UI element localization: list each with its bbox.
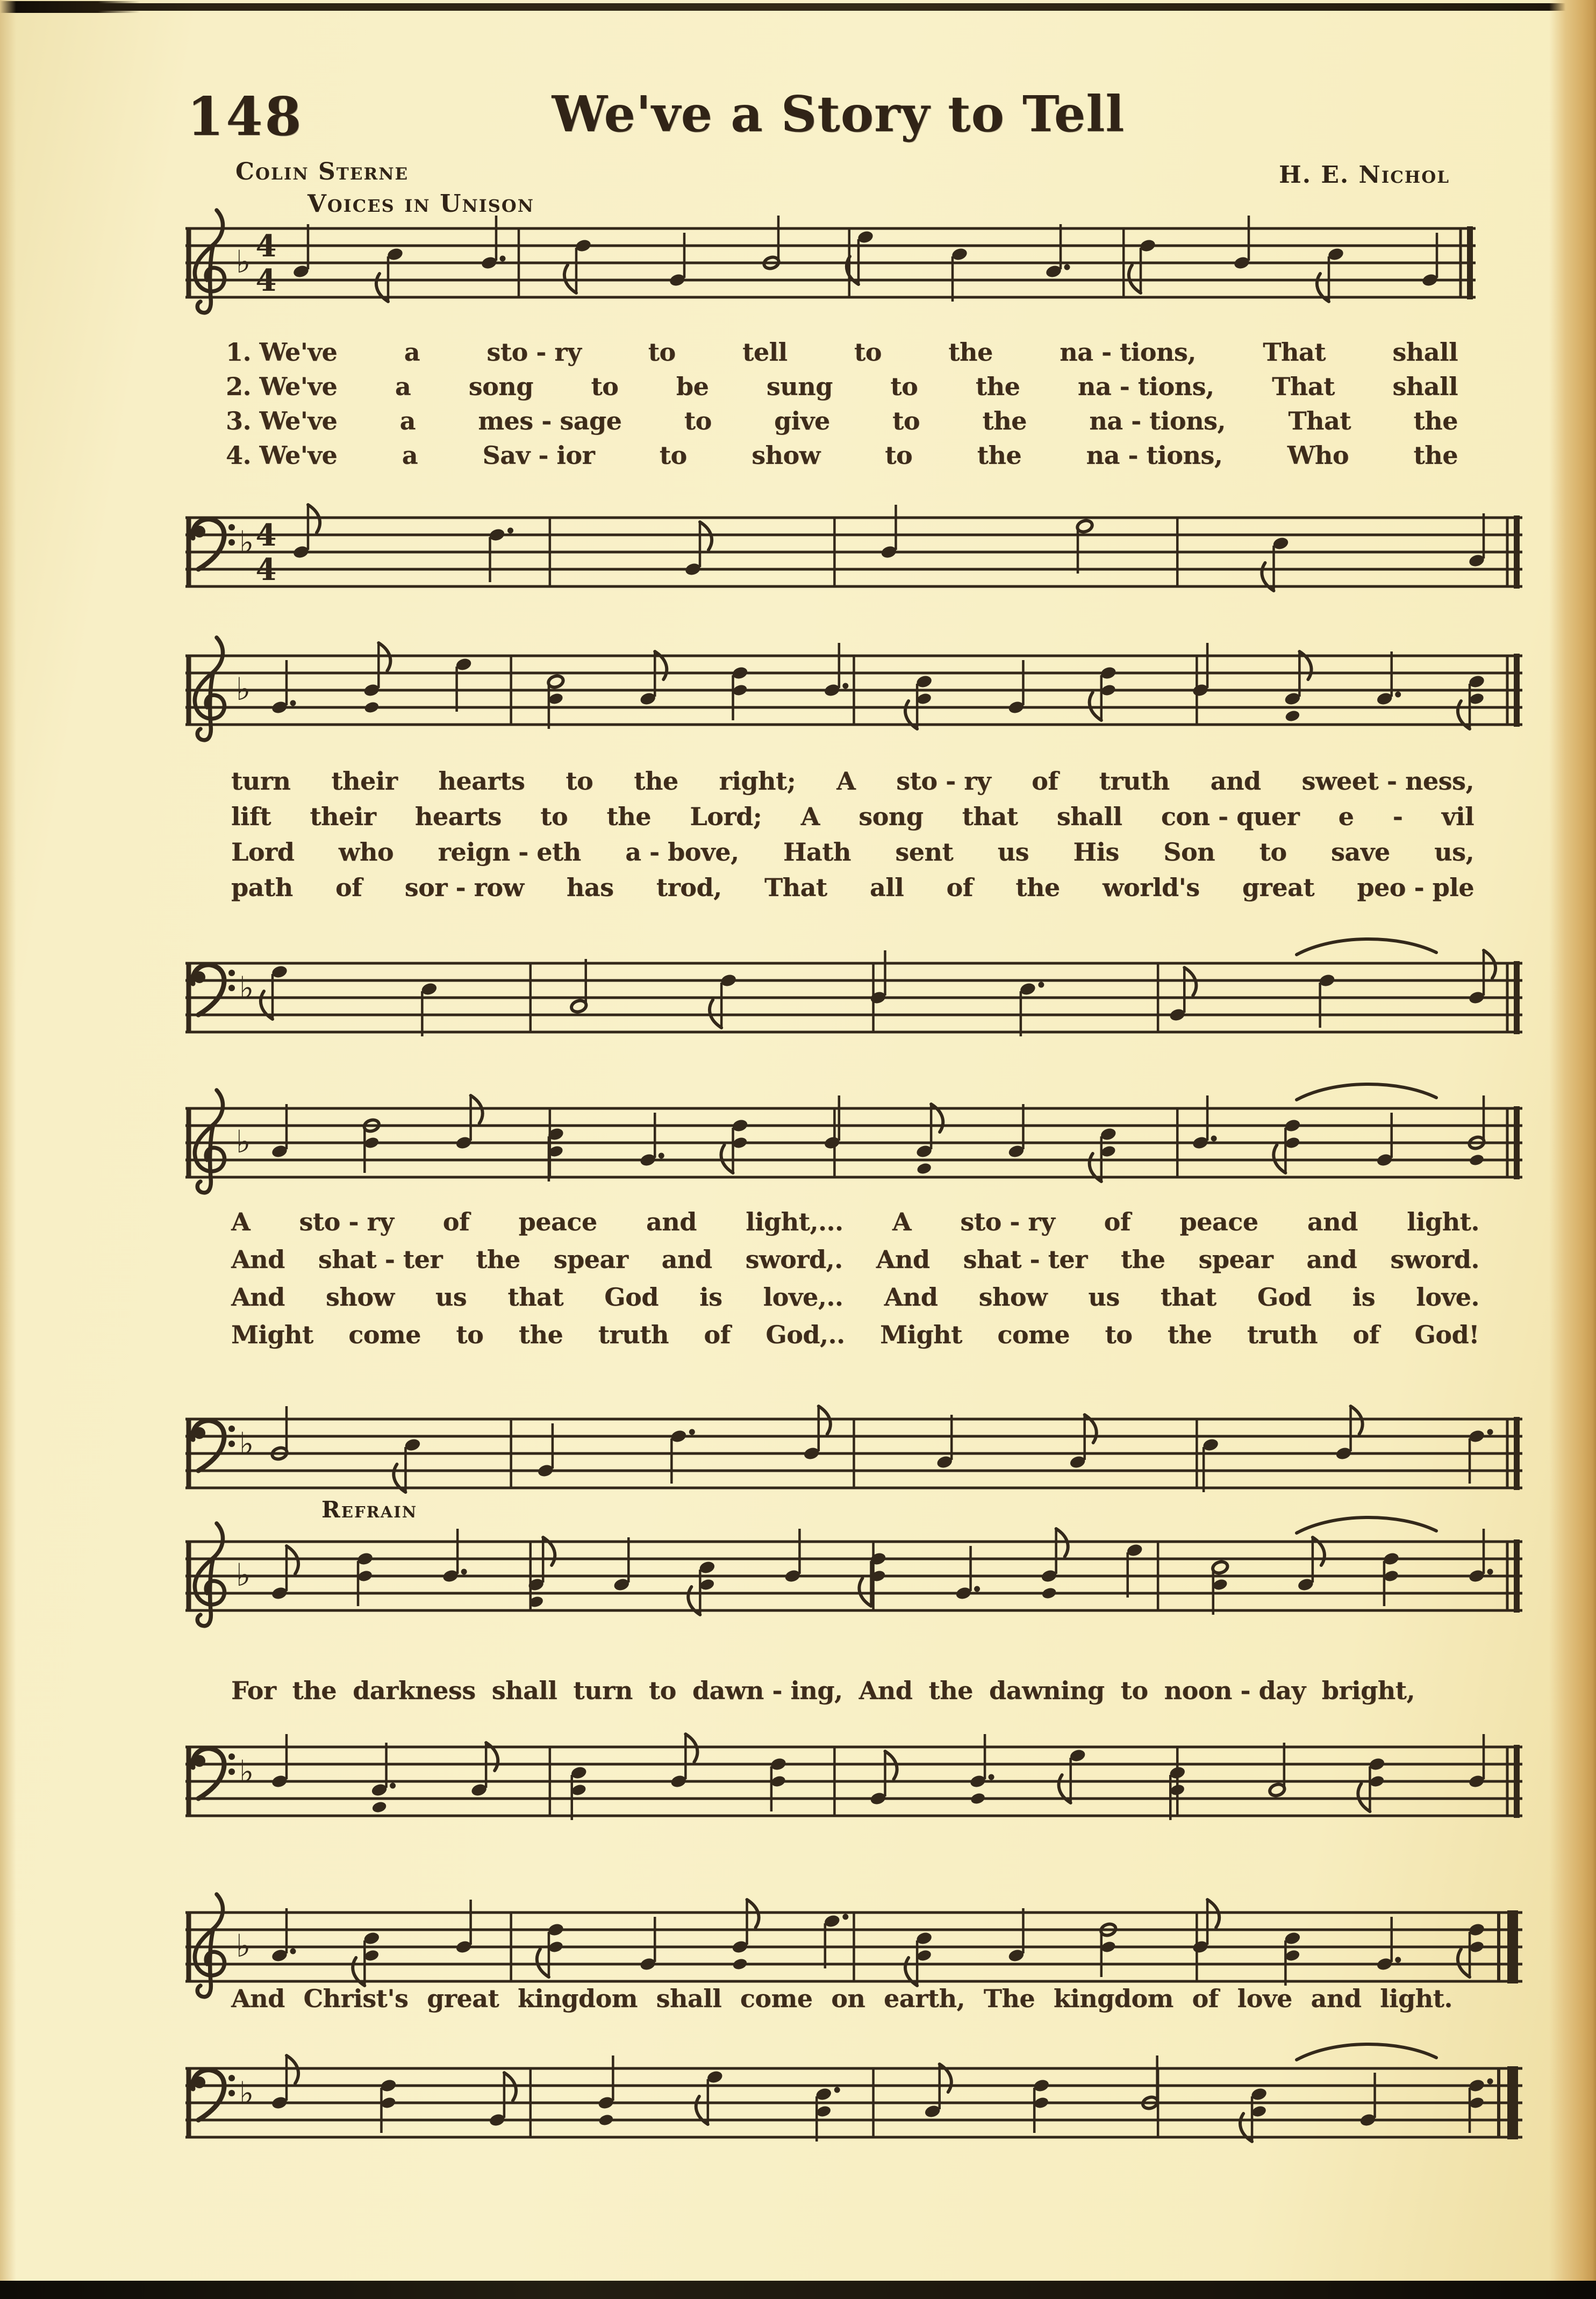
lyric-word: and	[1210, 767, 1261, 796]
svg-text:4: 4	[255, 518, 277, 553]
lyric-word: trod,	[656, 873, 722, 902]
lyric-word: the	[1413, 406, 1458, 435]
system-3-treble-staff	[185, 1076, 1522, 1216]
lyric-word: kingdom	[1053, 1984, 1173, 2013]
lyric-word: to	[648, 338, 676, 367]
lyric-word: the	[948, 338, 993, 367]
lyric-line	[231, 1322, 1479, 1347]
lyric-word: has	[566, 873, 614, 902]
lyric-word: And	[876, 1245, 930, 1274]
lyric-word: of	[1352, 1320, 1379, 1349]
lyric-word: A	[231, 1207, 251, 1236]
lyric-word: show	[752, 441, 820, 470]
author-credit: Colin Sterne	[235, 158, 409, 185]
page-left-edge	[0, 0, 16, 2299]
staff-notation-svg	[185, 2036, 1522, 2176]
lyric-word: path	[231, 873, 293, 902]
lyric-word: that	[962, 802, 1018, 831]
lyric-word: and	[661, 1245, 712, 1274]
lyric-line	[231, 1678, 1415, 1703]
lyric-word: world's	[1102, 873, 1200, 902]
lyric-word: That	[1288, 406, 1351, 435]
lyric-word: love.	[1416, 1283, 1479, 1312]
lyric-word: the	[928, 1676, 973, 1705]
system-1-bass-staff	[185, 485, 1522, 625]
page-top-edge	[0, 3, 1596, 11]
lyric-word: sword.	[1390, 1245, 1479, 1274]
lyric-word: 1. We've	[226, 338, 338, 367]
lyric-word: of	[1104, 1207, 1131, 1236]
lyric-word: light,...	[746, 1207, 843, 1236]
lyric-word: a	[399, 406, 416, 435]
lyric-word: come	[740, 1984, 813, 2013]
lyric-word: Hath	[783, 837, 851, 866]
lyric-line	[231, 875, 1474, 900]
lyric-word: lift	[231, 802, 271, 831]
lyric-word: hearts	[414, 802, 502, 831]
lyric-word: And	[231, 1245, 285, 1274]
lyric-word: -	[1392, 802, 1403, 831]
lyric-word: is	[699, 1283, 722, 1312]
svg-text:♭: ♭	[239, 1753, 254, 1790]
staff-notation-svg	[185, 1509, 1522, 1649]
lyric-word: to	[890, 372, 918, 401]
lyric-word: the	[518, 1320, 563, 1349]
lyric-word: 4. We've	[226, 441, 338, 470]
lyric-word: great	[427, 1984, 499, 2013]
lyric-word: love,..	[763, 1283, 843, 1312]
lyric-word: sor - row	[404, 873, 524, 902]
lyric-word: na - tions,	[1089, 406, 1226, 435]
lyric-word: Son	[1163, 837, 1215, 866]
lyric-word: darkness	[353, 1676, 476, 1705]
svg-text:♭: ♭	[236, 243, 251, 280]
system-1-treble-staff	[185, 196, 1476, 336]
lyric-word: na - tions,	[1077, 372, 1214, 401]
lyric-word: Christ's	[303, 1984, 409, 2013]
svg-text:4: 4	[255, 228, 277, 264]
svg-text:♭: ♭	[239, 524, 254, 561]
lyric-word: God	[604, 1283, 659, 1312]
lyric-word: light.	[1380, 1984, 1452, 2013]
lyric-word: song	[858, 802, 924, 831]
lyric-word: to	[892, 406, 920, 435]
refrain-label: Refrain	[321, 1496, 418, 1523]
system-3-bass-staff	[185, 1387, 1522, 1527]
lyric-word: na - tions,	[1086, 441, 1223, 470]
lyric-word: to	[854, 338, 882, 367]
lyric-word: na - tions,	[1060, 338, 1196, 367]
svg-text:♭: ♭	[236, 1557, 251, 1593]
staff-notation-svg	[185, 1076, 1522, 1216]
lyric-word: to	[684, 406, 712, 435]
lyric-word: their	[331, 767, 398, 796]
lyric-word: spear	[1198, 1245, 1273, 1274]
lyric-word: truth	[1099, 767, 1170, 796]
lyric-word: noon - day	[1164, 1676, 1306, 1705]
svg-text:♭: ♭	[236, 671, 251, 707]
lyric-word: song	[468, 372, 533, 401]
lyric-word: to	[659, 441, 687, 470]
refrain-lyrics-line2	[231, 1986, 1452, 2011]
lyric-word: come	[348, 1320, 421, 1349]
staff-notation-svg	[185, 196, 1476, 336]
lyric-word: That	[764, 873, 827, 902]
lyric-word: turn	[231, 767, 291, 796]
svg-text:4: 4	[255, 263, 277, 298]
lyric-word: of	[335, 873, 362, 902]
page-top-edge-corner	[0, 1, 140, 13]
lyric-word: His	[1073, 837, 1119, 866]
lyric-word: the	[1120, 1245, 1165, 1274]
lyric-word: sto - ry	[299, 1207, 394, 1236]
lyric-word: The	[983, 1984, 1035, 2013]
lyric-word: turn	[573, 1676, 633, 1705]
lyric-word: sto - ry	[486, 338, 582, 367]
lyric-word: to	[566, 767, 593, 796]
lyric-word: the	[292, 1676, 337, 1705]
lyric-word: the	[982, 406, 1027, 435]
lyric-word: of	[704, 1320, 731, 1349]
lyric-line	[231, 1986, 1452, 2011]
lyric-line	[226, 374, 1458, 399]
staff-notation-svg	[185, 624, 1522, 763]
svg-text:♭: ♭	[236, 1123, 251, 1160]
lyric-word: A	[892, 1207, 912, 1236]
lyric-word: be	[676, 372, 709, 401]
lyric-word: the	[1015, 873, 1060, 902]
lyric-word: is	[1352, 1283, 1376, 1312]
lyric-word: all	[869, 873, 904, 902]
lyric-word: Might	[880, 1320, 962, 1349]
svg-text:♭: ♭	[239, 970, 254, 1006]
lyric-word: us,	[1434, 837, 1474, 866]
svg-text:♭: ♭	[239, 2075, 254, 2111]
lyric-word: us	[997, 837, 1029, 866]
lyric-word: and	[646, 1207, 697, 1236]
lyric-line	[231, 804, 1474, 829]
lyric-word: peace	[1179, 1207, 1258, 1236]
lyric-word: great	[1242, 873, 1315, 902]
lyric-word: Who	[1287, 441, 1349, 470]
lyric-word: shat - ter	[318, 1245, 443, 1274]
lyric-word: to	[648, 1676, 676, 1705]
staff-notation-svg	[185, 1387, 1522, 1527]
lyric-word: 2. We've	[226, 372, 338, 401]
lyric-word: 3. We've	[226, 406, 338, 435]
lyric-word: a	[395, 372, 411, 401]
lyric-word: their	[310, 802, 376, 831]
lyric-word: who	[338, 837, 394, 866]
lyric-word: shat - ter	[963, 1245, 1087, 1274]
lyric-word: sweet - ness,	[1301, 767, 1474, 796]
lyric-word: us	[435, 1283, 467, 1312]
lyric-word: vil	[1441, 802, 1474, 831]
lyric-word: on	[831, 1984, 865, 2013]
lyric-word: dawn - ing,	[692, 1676, 843, 1705]
svg-text:♭: ♭	[239, 1426, 254, 1462]
lyric-word: to	[1120, 1676, 1148, 1705]
lyric-word: us	[1088, 1283, 1120, 1312]
lyric-word: peo - ple	[1357, 873, 1474, 902]
lyric-word: to	[1259, 837, 1287, 866]
lyric-word: give	[774, 406, 830, 435]
mid-lyrics-block	[231, 769, 1474, 911]
voices-direction: Voices in Unison	[307, 189, 534, 218]
lyric-word: spear	[553, 1245, 628, 1274]
lyric-line	[231, 1247, 1479, 1272]
lyric-word: a	[404, 338, 420, 367]
lyric-word: of	[946, 873, 973, 902]
refrain-lyrics-line1	[231, 1678, 1415, 1703]
page-right-edge	[1549, 0, 1596, 2299]
answer-lyrics-block	[231, 1209, 1479, 1360]
staff-notation-svg	[185, 485, 1522, 625]
verse-lyrics-block	[226, 340, 1458, 477]
lyric-word: to	[456, 1320, 484, 1349]
lyric-word: God	[1257, 1283, 1312, 1312]
lyric-word: bright,	[1321, 1676, 1415, 1705]
lyric-line	[231, 1283, 1479, 1312]
lyric-line	[226, 338, 1458, 367]
lyric-word: And	[231, 1283, 285, 1312]
lyric-word: that	[507, 1283, 564, 1312]
lyric-word: e	[1338, 802, 1354, 831]
lyric-word: Might	[231, 1320, 313, 1349]
lyric-word: the	[1167, 1320, 1212, 1349]
lyric-word: reign - eth	[438, 837, 581, 866]
lyric-word: That	[1263, 338, 1326, 367]
lyric-word: the	[476, 1245, 520, 1274]
lyric-word: show	[326, 1283, 395, 1312]
lyric-word: shall	[1392, 338, 1458, 367]
hymn-number: 148	[187, 86, 304, 148]
lyric-word: peace	[518, 1207, 597, 1236]
system-2-treble-staff	[185, 624, 1522, 763]
svg-text:4: 4	[255, 552, 277, 588]
refrain-bass-staff	[185, 1715, 1522, 1854]
lyric-word: come	[997, 1320, 1070, 1349]
lyric-word: of	[1192, 1984, 1219, 2013]
lyric-word: a - bove,	[625, 837, 739, 866]
lyric-word: the	[975, 372, 1020, 401]
lyric-line	[226, 443, 1458, 468]
composer-credit: H. E. Nichol	[1279, 161, 1450, 189]
page-bottom-edge	[0, 2281, 1596, 2299]
lyric-word: mes - sage	[478, 406, 622, 435]
refrain-treble-staff	[185, 1509, 1522, 1649]
final-bass-staff	[185, 2036, 1522, 2176]
lyric-word: the	[606, 802, 651, 831]
lyric-word: God,..	[765, 1320, 845, 1349]
lyric-word: And	[231, 1984, 285, 2013]
lyric-word: a	[402, 441, 418, 470]
lyric-word: sto - ry	[896, 767, 991, 796]
lyric-word: shall	[1056, 802, 1122, 831]
lyric-word: hearts	[438, 767, 525, 796]
lyric-word: truth	[1247, 1320, 1318, 1349]
lyric-word: A	[836, 767, 856, 796]
lyric-line	[226, 406, 1458, 435]
lyric-word: and	[1306, 1245, 1357, 1274]
lyric-word: tell	[742, 338, 788, 367]
lyric-word: to	[591, 372, 619, 401]
lyric-word: sung	[766, 372, 833, 401]
lyric-word: A	[800, 802, 820, 831]
staff-notation-svg	[185, 1715, 1522, 1854]
lyric-word: Lord;	[690, 802, 762, 831]
lyric-word: And	[858, 1676, 913, 1705]
lyric-word: and	[1311, 1984, 1362, 2013]
lyric-word: the	[977, 441, 1022, 470]
lyric-line	[231, 837, 1474, 866]
lyric-word: the	[634, 767, 678, 796]
lyric-word: sent	[895, 837, 954, 866]
lyric-word: of	[1032, 767, 1058, 796]
lyric-word: to	[885, 441, 913, 470]
lyric-word: the	[1413, 441, 1458, 470]
lyric-line	[231, 767, 1474, 796]
lyric-word: show	[978, 1283, 1048, 1312]
staff-notation-svg	[185, 931, 1522, 1071]
lyric-word: shall	[656, 1984, 722, 2013]
lyric-word: That	[1272, 372, 1335, 401]
lyric-word: of	[442, 1207, 470, 1236]
svg-text:♭: ♭	[236, 1928, 251, 1964]
lyric-word: love	[1237, 1984, 1292, 2013]
lyric-word: God!	[1414, 1320, 1479, 1349]
lyric-word: truth	[598, 1320, 669, 1349]
lyric-word: Lord	[231, 837, 295, 866]
system-2-bass-staff	[185, 931, 1522, 1071]
lyric-word: save	[1330, 837, 1390, 866]
lyric-word: to	[540, 802, 568, 831]
lyric-word: kingdom	[517, 1984, 638, 2013]
lyric-word: Sav - ior	[482, 441, 595, 470]
lyric-word: light.	[1407, 1207, 1479, 1236]
lyric-word: and	[1307, 1207, 1358, 1236]
lyric-word: And	[884, 1283, 938, 1312]
lyric-word: dawning	[989, 1676, 1105, 1705]
lyric-word: to	[1105, 1320, 1133, 1349]
lyric-word: that	[1160, 1283, 1216, 1312]
lyric-word: For	[231, 1676, 276, 1705]
lyric-word: con - quer	[1161, 802, 1300, 831]
hymn-title: We've a Story to Tell	[552, 85, 1125, 143]
lyric-line	[231, 1209, 1479, 1234]
lyric-word: shall	[491, 1676, 557, 1705]
lyric-word: earth,	[884, 1984, 965, 2013]
lyric-word: sword,.	[745, 1245, 843, 1274]
lyric-word: sto - ry	[960, 1207, 1055, 1236]
lyric-word: right;	[719, 767, 796, 796]
lyric-word: shall	[1392, 372, 1458, 401]
